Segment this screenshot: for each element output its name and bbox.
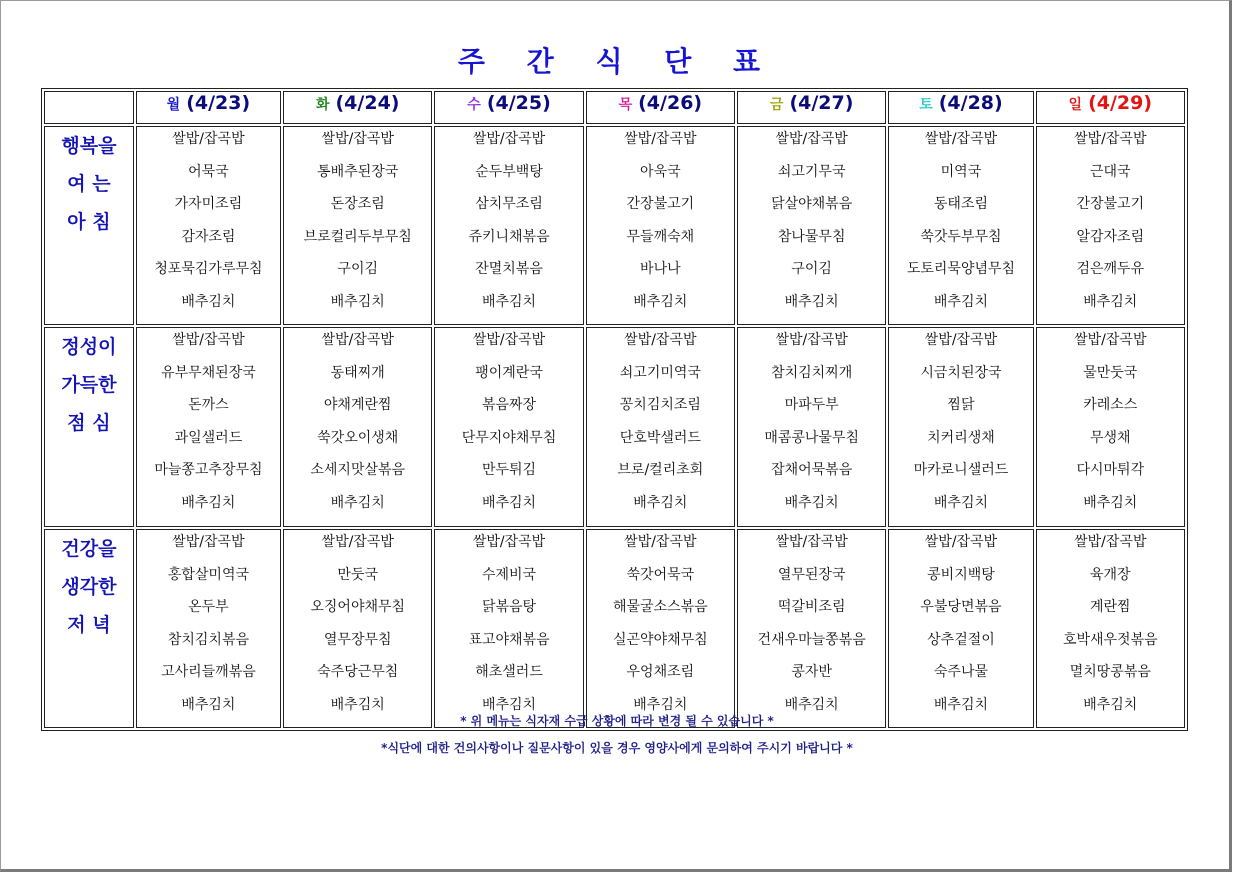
menu-item: 동태찌개: [330, 364, 385, 381]
menu-item: 홍합살미역국: [167, 566, 249, 583]
meal-row-lunch: [44, 327, 1185, 527]
menu-item: 만둣국: [337, 566, 378, 583]
menu-item: 쥬키니채볶음: [468, 228, 550, 245]
menu-item: 시금치된장국: [920, 364, 1002, 381]
menu-item: 쌀밥/잡곡밥: [321, 534, 394, 550]
menu-item: 배추김치: [633, 494, 688, 511]
day-date-sat: (4/28): [938, 92, 1003, 114]
menu-item: 쌀밥/잡곡밥: [924, 332, 998, 348]
menu-item: 아욱국: [640, 163, 681, 180]
menu-item: 단무지야채무침: [461, 429, 557, 446]
menu-item: 단호박샐러드: [619, 429, 701, 446]
menu-item: 과일샐러드: [174, 429, 243, 446]
menu-item: 야채계란찜: [323, 397, 392, 413]
menu-item: 육개장: [1090, 566, 1131, 583]
menu-item: 쌀밥/잡곡밥: [775, 332, 848, 348]
menu-item: 배추김치: [181, 696, 236, 713]
menu-item: 쌀밥/잡곡밥: [924, 131, 998, 147]
menu-item: 쌀밥/잡곡밥: [472, 131, 546, 147]
meal-row-breakfast: [44, 126, 1185, 325]
menu-item: 구이김: [791, 261, 832, 277]
menu-item: 배추김치: [784, 293, 839, 310]
menu-cell-lunch-thu: [586, 327, 735, 527]
menu-cell-lunch-wed: [434, 327, 583, 527]
day-icon-sat: 토: [919, 97, 933, 113]
menu-item: 표고야채볶음: [468, 631, 550, 648]
menu-item: 배추김치: [1083, 494, 1138, 511]
menu-item: 가자미조림: [174, 196, 243, 212]
menu-item: 매콤콩나물무침: [764, 429, 859, 446]
meal-label-breakfast: [44, 126, 134, 325]
menu-cell-breakfast-mon: [136, 126, 281, 325]
meal-label-line: 행복을: [61, 135, 117, 157]
menu-item: 배추김치: [330, 293, 385, 310]
menu-item: 참나물무침: [777, 228, 846, 245]
day-header-thu: [586, 91, 735, 124]
menu-cell-breakfast-sat: [888, 126, 1033, 325]
day-header-wed: [434, 91, 583, 124]
menu-item: 오징어야채무침: [310, 599, 406, 615]
menu-cell-dinner-mon: [136, 529, 281, 728]
menu-item: 배추김치: [784, 696, 839, 713]
day-date-wed: (4/25): [486, 92, 551, 114]
day-icon-thu: 목: [618, 97, 633, 113]
day-header-sun: [1036, 91, 1185, 124]
menu-item: 동태조림: [933, 196, 988, 212]
menu-cell-lunch-sat: [888, 327, 1033, 527]
menu-item: 배추김치: [1083, 293, 1138, 310]
menu-item: 고사리들깨볶음: [161, 664, 256, 680]
menu-item: 쌀밥/잡곡밥: [172, 534, 245, 550]
menu-item: 팽이계란국: [475, 364, 543, 381]
menu-item: 어묵국: [188, 163, 229, 180]
menu-item: 삼치무조림: [475, 196, 543, 212]
meal-label-dinner: [44, 529, 134, 728]
day-date-tue: (4/24): [335, 92, 400, 114]
menu-item: 쑥갓두부무침: [920, 228, 1002, 245]
menu-item: 해물굴소스볶음: [613, 599, 708, 615]
menu-item: 숙주나물: [933, 664, 988, 680]
menu-item: 콩자반: [791, 664, 832, 680]
meal-label-line: 생각한: [61, 576, 117, 598]
menu-item: 구이김: [337, 261, 378, 277]
day-date-mon: (4/23): [186, 92, 251, 114]
menu-item: 쌀밥/잡곡밥: [624, 131, 697, 147]
menu-item: 쌀밥/잡곡밥: [775, 534, 848, 550]
menu-item: 쌀밥/잡곡밥: [172, 131, 245, 147]
menu-item: 배추김치: [481, 494, 537, 511]
menu-item: 숙주당근무침: [317, 664, 399, 680]
menu-cell-dinner-sat: [888, 529, 1033, 728]
menu-item: 검은깨두유: [1076, 261, 1145, 277]
menu-item: 계란찜: [1090, 599, 1131, 615]
menu-item: 바나나: [640, 261, 681, 277]
corner-cell: [44, 91, 134, 124]
menu-item: 간장불고기: [1076, 196, 1145, 212]
menu-item: 참치김치볶음: [167, 631, 249, 648]
day-header-mon: [136, 91, 281, 124]
menu-item: 배추김치: [481, 293, 537, 310]
menu-item: 우엉채조림: [626, 664, 695, 680]
menu-item: 유부무채된장국: [161, 364, 256, 381]
menu-item: 우불당면볶음: [920, 599, 1002, 615]
menu-item: 배추김치: [330, 696, 385, 713]
menu-item: 온두부: [188, 599, 229, 615]
meal-label-lunch: [44, 327, 134, 527]
menu-item: 마늘쫑고추장무침: [154, 462, 263, 478]
menu-item: 돈장조림: [330, 196, 385, 212]
weekly-menu-table: [41, 88, 1188, 731]
menu-item: 배추김치: [633, 696, 688, 713]
menu-item: 브로컬리두부무침: [303, 228, 412, 245]
menu-item: 소세지맛살볶음: [310, 462, 406, 478]
menu-item: 잔멸치볶음: [475, 261, 543, 277]
menu-item: 무생채: [1090, 429, 1131, 446]
menu-item: 배추김치: [784, 494, 839, 511]
menu-item: 건새우마늘쫑볶음: [757, 631, 866, 648]
menu-item: 쌀밥/잡곡밥: [472, 332, 546, 348]
menu-item: 돈까스: [188, 397, 229, 413]
menu-item: 배추김치: [933, 696, 988, 713]
day-icon-wed: 수: [467, 97, 481, 113]
menu-item: 떡갈비조림: [777, 599, 846, 615]
menu-item: 쌀밥/잡곡밥: [624, 332, 697, 348]
menu-cell-lunch-mon: [136, 327, 281, 527]
menu-item: 쌀밥/잡곡밥: [1074, 131, 1147, 147]
menu-item: 물만둣국: [1083, 364, 1138, 381]
menu-item: 배추김치: [633, 293, 688, 310]
menu-item: 통배추된장국: [317, 163, 399, 180]
day-icon-tue: 화: [315, 97, 330, 113]
meal-label-line: 정성이: [61, 336, 117, 358]
meal-label-line: 저 녁: [67, 614, 111, 636]
menu-item: 쑥갓오이생채: [317, 429, 399, 446]
meal-label-line: 여 는: [67, 173, 111, 195]
menu-item: 잡채어묵볶음: [771, 462, 853, 478]
note-menu-change: * 위 메뉴는 식자재 수급 상황에 따라 변경 될 수 있습니다 *: [460, 714, 774, 728]
menu-cell-lunch-sun: [1036, 327, 1185, 527]
day-date-fri: (4/27): [789, 92, 854, 114]
menu-item: 마카로니샐러드: [913, 462, 1009, 478]
menu-item: 볶음짜장: [481, 397, 537, 413]
menu-item: 쌀밥/잡곡밥: [172, 332, 245, 348]
menu-cell-breakfast-thu: [586, 126, 735, 325]
meal-label-line: 가득한: [61, 374, 117, 396]
menu-cell-dinner-tue: [283, 529, 432, 728]
menu-cell-lunch-fri: [737, 327, 886, 527]
day-icon-sun: 일: [1068, 97, 1083, 113]
day-header-tue: [283, 91, 432, 124]
menu-item: 감자조림: [181, 228, 236, 245]
menu-cell-breakfast-tue: [283, 126, 432, 325]
menu-item: 꽁치김치조림: [619, 397, 701, 413]
menu-item: 닭볶음탕: [481, 599, 537, 615]
menu-item: 마파두부: [784, 397, 839, 413]
menu-item: 근대국: [1090, 163, 1131, 180]
menu-item: 배추김치: [481, 696, 537, 713]
menu-item: 쌀밥/잡곡밥: [472, 534, 546, 550]
day-header-sat: [888, 91, 1033, 124]
menu-item: 쑥갓어묵국: [626, 566, 695, 583]
menu-item: 쇠고기무국: [777, 163, 846, 180]
menu-item: 알감자조림: [1076, 228, 1145, 245]
menu-cell-dinner-fri: [737, 529, 886, 728]
meal-label-line: 점 심: [67, 412, 111, 434]
menu-item: 콩비지백탕: [927, 566, 995, 583]
menu-cell-lunch-tue: [283, 327, 432, 527]
menu-item: 실곤약야채무침: [613, 631, 708, 648]
menu-cell-breakfast-sun: [1036, 126, 1185, 325]
menu-item: 쌀밥/잡곡밥: [1074, 534, 1147, 550]
menu-item: 만두튀김: [481, 462, 537, 478]
day-date-sun: (4/29): [1088, 92, 1153, 114]
header-row: [44, 91, 1185, 124]
menu-item: 쌀밥/잡곡밥: [624, 534, 697, 550]
menu-item: 호박새우젓볶음: [1062, 631, 1158, 648]
day-icon-fri: 금: [769, 97, 784, 113]
menu-cell-dinner-thu: [586, 529, 735, 728]
menu-item: 배추김치: [181, 494, 236, 511]
menu-item: 도토리묵양념무침: [906, 261, 1016, 277]
menu-item: 찜닭: [947, 397, 975, 413]
note-contact-dietitian: *식단에 대한 건의사항이나 질문사항이 있을 경우 영양사에게 문의하여 주시기 바랍니다 *: [381, 741, 853, 755]
menu-item: 참치김치찌개: [771, 364, 853, 381]
menu-item: 다시마튀각: [1076, 462, 1145, 478]
menu-item: 멸치땅콩볶음: [1069, 664, 1151, 680]
menu-item: 청포묵김가루무침: [154, 261, 263, 277]
menu-item: 배추김치: [330, 494, 385, 511]
menu-item: 순두부백탕: [475, 163, 543, 180]
day-header-fri: [737, 91, 886, 124]
menu-item: 해초샐러드: [475, 664, 543, 680]
meal-label-line: 건강을: [61, 538, 117, 560]
menu-item: 닭살야채볶음: [771, 196, 853, 212]
day-date-thu: (4/26): [638, 92, 703, 114]
menu-item: 쌀밥/잡곡밥: [1074, 332, 1147, 348]
menu-item: 간장불고기: [626, 196, 695, 212]
menu-item: 쌀밥/잡곡밥: [321, 131, 394, 147]
menu-item: 치커리생채: [927, 429, 995, 446]
menu-item: 쌀밥/잡곡밥: [775, 131, 848, 147]
menu-item: 카레소스: [1083, 397, 1138, 413]
menu-cell-breakfast-wed: [434, 126, 583, 325]
menu-item: 배추김치: [933, 494, 988, 511]
menu-cell-breakfast-fri: [737, 126, 886, 325]
meal-row-dinner: [44, 529, 1185, 728]
menu-cell-dinner-wed: [434, 529, 583, 728]
meal-label-line: 아 침: [67, 211, 111, 233]
menu-item: 무들깨숙채: [626, 228, 695, 245]
day-icon-mon: 월: [166, 97, 181, 113]
menu-item: 쌀밥/잡곡밥: [321, 332, 394, 348]
menu-item: 브로/컬리초회: [617, 462, 704, 478]
menu-item: 상추겉절이: [927, 631, 995, 648]
menu-item: 미역국: [940, 163, 982, 180]
menu-cell-dinner-sun: [1036, 529, 1185, 728]
menu-item: 배추김치: [933, 293, 988, 310]
menu-item: 쇠고기미역국: [619, 364, 701, 381]
menu-item: 쌀밥/잡곡밥: [924, 534, 998, 550]
menu-item: 수제비국: [481, 566, 537, 583]
menu-item: 열무장무침: [323, 631, 392, 648]
page-title: 주 간 식 단 표: [457, 45, 777, 78]
menu-item: 배추김치: [1083, 696, 1138, 713]
menu-item: 배추김치: [181, 293, 236, 310]
menu-item: 열무된장국: [777, 566, 846, 583]
